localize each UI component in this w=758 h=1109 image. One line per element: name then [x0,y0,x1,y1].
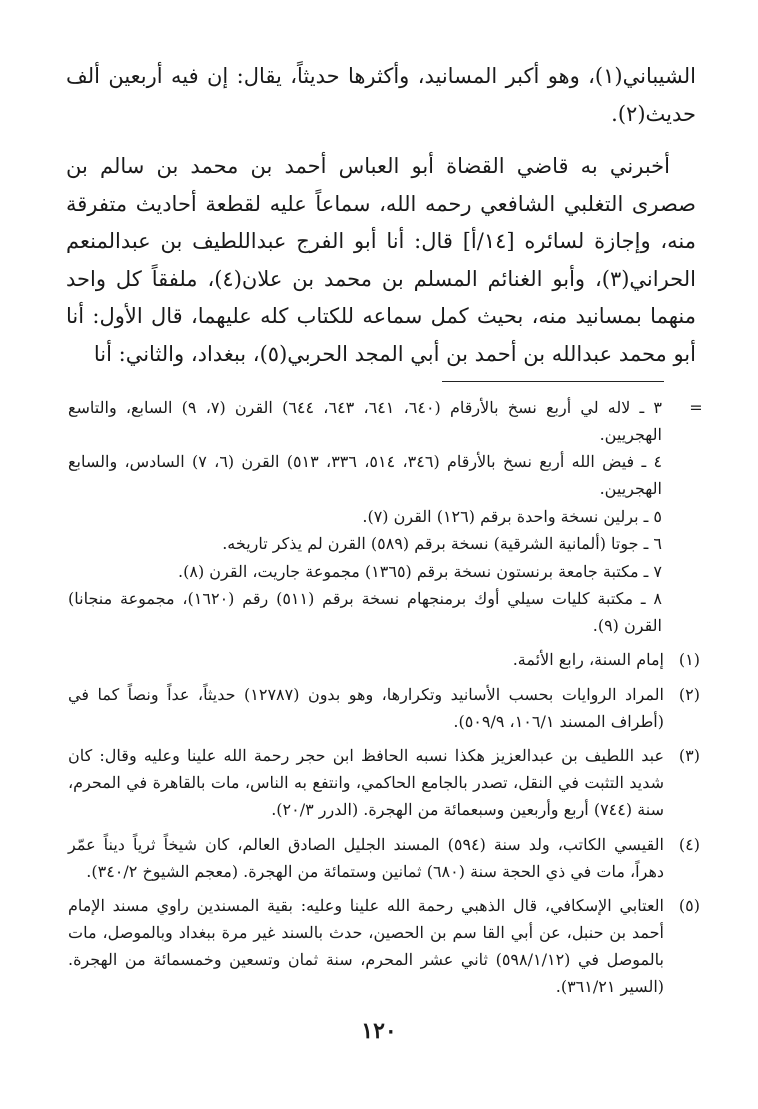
manuscript-note: ٧ ـ مكتبة جامعة برنستون نسخة برقم (١٣٦٥) مجموعة جاريت، القرن (٨). [178,561,662,581]
footnote [68,742,700,823]
footnote [68,646,700,673]
footnote-text: عبد اللطيف بن عبدالعزيز هكذا نسبه الحافظ ابن حجر رحمة الله علينا وعليه وقال: كان شديد التثبت في النقل، تصدر بالجامع الحاكمي، وانتفع به الناس، مات بالقاهرة في المحرم، سنة (٧٤٤) أربع وأربعين وسبعمائة من الهجرة. (الدرر ٢٠/٣). [68,746,664,819]
main-paragraph-1: الشيباني(١)، وهو أكبر المسانيد، وأكثرها حديثاً، يقال: إن فيه أربعين ألف حديث(٢). [66,64,696,126]
footnote-divider [442,381,664,382]
page-number: ١٢٠ [361,1018,397,1044]
footnote-text: القيسي الكاتب، ولد سنة (٥٩٤) المسند الجليل الصادق العالم، كان شيخاً ثرياً ديناً عمّر دهراً، مات في ذي الحجة سنة (٦٨٠) ثمانين وستمائة من الهجرة. (معجم الشيوخ ٣٤٠/٢). [68,834,664,881]
continuation-marker: = [689,398,703,417]
manuscript-note: ٨ ـ مكتبة كليات سيلي أوك برمنجهام نسخة برقم (٥١١) رقم (١٦٢٠)، مجموعة منجانا) القرن (٩). [68,588,663,635]
footnote-text: العتابي الإسكافي، قال الذهبي رحمة الله علينا وعليه: بقية المسندين راوي مسند الإمام أحمد بن حنبل، عن أبي القا سم بن الحصين، حدث بالسند غير مرة ببغداد وبالموصل، مات بالموصل في (٥٩٨/١/١٢) ثاني عشر المحرم، سنة ثمان وتسعين وخمسمائة من الهجرة. (السير ٣٦١/٢١). [68,896,665,996]
manuscript-notes [68,394,703,639]
footnote-number: (٣) [678,746,700,765]
manuscript-note: ٦ ـ جوتا (ألمانية الشرقية) نسخة برقم (٥٨٩) القرن لم يذكر تاريخه. [222,534,662,554]
footnote [68,831,700,885]
manuscript-note: ٣ ـ لاله لي أربع نسخ بالأرقام (٦٤٠، ٦٤١، ٦٤٣، ٦٤٤) القرن (٧، ٩) السابع، والتاسع الهجريين. [68,398,663,444]
footnote-number: (٢) [678,684,700,704]
footnote-number: (١) [678,650,700,669]
manuscript-note: ٤ ـ فيض الله أربع نسخ بالأرقام (٣٤٦، ٥١٤، ٣٣٦، ٥١٣) القرن (٦، ٧) السادس، والسابع الهجريين. [68,452,663,499]
footnote-text: المراد الروايات بحسب الأسانيد وتكرارها، وهو بدون (١٢٧٨٧) حديثاً، عداً ونصاً كما في (أطراف المسند ١٠٦/١، ٥٠٩/٩). [68,684,665,731]
footnote [68,681,700,735]
footnote-number: (٥) [678,896,700,915]
main-text [66,58,696,373]
footnote-number: (٤) [678,834,700,854]
footnotes [68,646,700,1008]
manuscript-note: ٥ ـ برلين نسخة واحدة برقم (١٢٦) القرن (٧). [362,506,662,526]
footnote [68,892,700,1000]
main-paragraph-2: أخبرني به قاضي القضاة أبو العباس أحمد بن محمد بن سالم بن صصرى التغلبي الشافعي رحمه الله، سماعاً عليه لقطعة أحاديث متفرقة منه، وإجازة لسائره [١٤/أ] قال: أنا أبو الفرج عبداللطيف بن عبدالمنعم الحراني(٣)، وأبو الغنائم المسلم بن محمد بن علان(٤)، ملفقاً كل واحد منهما بمسانيد منه، بحيث كمل سماعه للكتاب كله عليهما، قال الأول: أنا أبو محمد عبدالله بن أحمد بن أبي المجد الحربي(٥)، ببغداد، والثاني: أنا [66,154,696,366]
footnote-text: إمام السنة، رابع الأئمة. [512,650,664,669]
